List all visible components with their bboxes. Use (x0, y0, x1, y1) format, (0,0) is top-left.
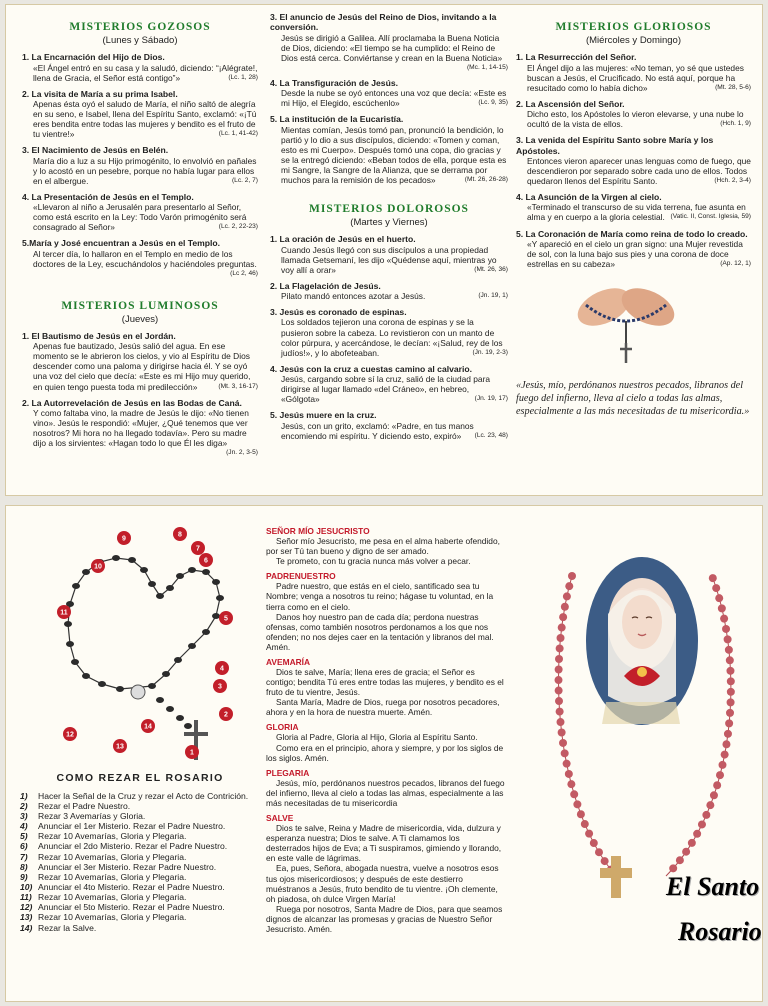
mystery-body: «El Ángel entró en su casa y la saludó, diciendo: “¡Alégrate!, llena de Gracia, el Señor está contigo”» (33, 62, 258, 83)
rosary-bead (216, 595, 224, 601)
mystery-heading: 5. Jesús muere en la cruz. (270, 410, 377, 421)
step-marker-label: 8 (178, 531, 182, 539)
prayer-paragraph: Te prometo, con tu gracia nunca más volver a pecar. (276, 556, 471, 567)
cover-rosary-bead (706, 801, 714, 809)
cover-rosary-bead (573, 800, 581, 808)
cover-rosary-bead (726, 656, 734, 664)
rosary-bead (166, 585, 174, 591)
prayer-paragraph: Ea, pues, Señora, abogada nuestra, vuelve a nosotros esos tus ojos misericordiosos; y después de este destierro muéstranos a Jesús, fruto bendito de tu vientre. ¡Oh clemente, oh piadosa, oh dulce Virgen María! (266, 863, 499, 904)
cover-rosary-bead (577, 810, 585, 818)
mysteries-panel (5, 4, 763, 496)
mystery-item (516, 52, 751, 93)
mystery-item (22, 52, 258, 82)
mystery-text (516, 202, 751, 222)
cover-rosary-bead (725, 719, 733, 727)
cover-rosary-bead (722, 625, 730, 633)
prayer-paragraph: Dios te salve, Reina y Madre de misericordia, vida, dulzura y esperanza nuestra; Dios te salve. A Ti clamamos los desterrados hijos de Eva; a Ti suspiramos, gimiendo y llorando, en este valle de lágrimas. (266, 823, 502, 864)
mystery-reference: (Jn. 19, 1) (478, 292, 508, 300)
mystery-body: «Terminado el transcurso de su vida terrena, fue asunta en alma y en cuerpo a la gloria celestial. (527, 202, 746, 223)
mystery-text (516, 239, 751, 269)
step-row (20, 892, 260, 902)
rosary-medal (131, 685, 145, 699)
mystery-text (22, 202, 258, 232)
mystery-reference: (Lc. 2, 22-23) (218, 223, 258, 231)
luminosos-list-a (22, 331, 258, 457)
mystery-heading: 4. Jesús con la cruz a cuestas camino al calvario. (270, 363, 473, 374)
rosary-bead (188, 567, 196, 573)
mystery-text (22, 341, 258, 391)
mystery-heading: 3. Jesús es coronado de espinas. (270, 307, 407, 318)
gloriosos-title: MISTERIOS GLORIOSOS (555, 21, 712, 33)
step-number: 10) (20, 881, 33, 892)
mystery-text (270, 33, 508, 72)
step-number: 11) (20, 892, 32, 903)
step-marker-label: 6 (204, 557, 208, 565)
mystery-body: Desde la nube se oyó entonces una voz que decía: «Este es mi Hijo, el Elegido, escúchenlo» (281, 88, 507, 109)
mystery-heading: 1. La Resurrección del Señor. (516, 52, 637, 63)
rosary-bead (71, 659, 79, 665)
prayers-column (266, 506, 506, 1001)
mystery-text (270, 245, 508, 275)
mystery-reference: (Hch. 1, 9) (720, 120, 751, 128)
cover-rosary-bead (555, 687, 563, 695)
step-number: 8) (20, 861, 28, 872)
prayer-title: PLEGARIA (266, 767, 310, 778)
step-number: 2) (20, 800, 28, 811)
mystery-text (22, 408, 258, 457)
cover-rosary-bead (727, 677, 735, 685)
step-row (20, 882, 260, 892)
mystery-heading: 3. El anuncio de Jesús del Reino de Dios, invitando a la conversión. (270, 12, 497, 33)
mystery-body: Pilato mandó entonces azotar a Jesús. (281, 291, 426, 302)
mystery-reference: (Mt. 26, 36) (474, 265, 508, 273)
mystery-heading: 1. La oración de Jesús en el huerto. (270, 234, 416, 245)
rosary-bead (148, 581, 156, 587)
step-row (20, 902, 260, 912)
cover-rosary-bead (688, 839, 696, 847)
virgin-rosary-image (516, 506, 761, 1003)
prayer-paragraph: Señor mío Jesucristo, me pesa en el alma haberte ofendido, por ser Tú tan bueno y digno de ser amado. (266, 536, 500, 557)
cover-rosary-bead (555, 655, 563, 663)
cover-rosary-bead (556, 644, 564, 652)
step-marker-label: 5 (224, 615, 228, 623)
cover-rosary-bead (556, 708, 564, 716)
prayer-paragraph: Danos hoy nuestro pan de cada día; perdona nuestras ofensas, como también nosotros perdonamos a los que nos ofenden; no nos dejes caer en la tentación y libranos del mal. Amén. (266, 611, 494, 652)
cover-rosary-bead (568, 572, 576, 580)
cover-rosary-bead (561, 603, 569, 611)
rosary-diagram (20, 514, 250, 764)
step-text: Rezar 10 Avemarías, Gloria y Plegaria. (38, 851, 187, 862)
mystery-body: Dicho esto, los Apóstoles lo vieron elevarse, y una nube lo ocultó de la vista de ellos. (527, 109, 744, 130)
step-marker-label: 7 (196, 545, 200, 553)
mystery-item (22, 331, 258, 392)
dolorosos-days: (Martes y Viernes) (350, 216, 428, 228)
rosary-bead (212, 613, 220, 619)
rosary-bead (162, 671, 170, 677)
cover-rosary-bead (601, 857, 609, 865)
praying-hands-rosary-image (566, 277, 686, 367)
mystery-heading: 5. La institución de la Eucaristía. (270, 114, 404, 125)
mystery-text (270, 291, 508, 301)
step-row (20, 862, 260, 872)
step-text: Anunciar el 4to Misterio. Rezar el Padre Nuestro. (38, 881, 225, 892)
mystery-heading: 2. La visita de María a su prima Isabel. (22, 88, 178, 99)
cover-rosary-bead (555, 697, 563, 705)
step-number: 6) (20, 841, 28, 852)
prayer-paragraph: Gloria al Padre, Gloria al Hijo, Gloria al Espíritu Santo. (276, 732, 478, 743)
mystery-reference: (Lc. 1, 41-42) (218, 130, 258, 138)
cover-rosary-bead (682, 848, 690, 856)
mystery-body: Cuando Jesús llegó con sus discípulos a una propiedad llamada Getsemaní, les dijo «Quédense aquí, mientras yo voy allí a orar» (281, 244, 497, 275)
step-marker-label: 2 (224, 711, 228, 719)
step-row (20, 811, 260, 821)
plegaria-quote: «Jesús, mío, perdónanos nuestros pecados, libranos del fuego del infierno, lleva al cielo a todas las almas, especialmente a las más necesitadas de tu misericordia.» (516, 380, 750, 418)
step-row (20, 801, 260, 811)
gozosos-days: (Lunes y Sábado) (102, 34, 178, 46)
mystery-heading: 5.María y José encuentran a Jesús en el Templo. (22, 238, 221, 249)
cover-rosary-bead (718, 604, 726, 612)
mystery-item (516, 99, 751, 129)
cover-rosary-bead (702, 811, 710, 819)
cover-rosary-bead (565, 582, 573, 590)
step-text: Rezar 10 Avemarías, Gloria y Plegaria. (38, 871, 187, 882)
rosary-bead (176, 715, 184, 721)
cover-rosary-bead (726, 667, 734, 675)
mystery-item (270, 78, 508, 108)
cover-rosary-bead (713, 781, 721, 789)
mystery-text (516, 63, 751, 93)
mystery-reference: (Jn. 19, 17) (474, 395, 508, 403)
step-text: Rezar 10 Avemarías, Gloria y Plegaria. (38, 831, 187, 842)
mystery-reference: (Ap. 12, 1) (720, 260, 751, 267)
prayer-paragraph: Padre nuestro, que estás en el cielo, santificado sea tu Nombre; venga a nosotros tu reino; hágase tu voluntad, en la tierra como en el cielo. (266, 581, 494, 612)
step-marker-label: 12 (66, 731, 74, 739)
column-2 (270, 5, 508, 495)
step-row (20, 852, 260, 862)
rosary-bead (72, 583, 80, 589)
prayer-paragraph: Como era en el principio, ahora y siempre, y por los siglos de los siglos. Amén. (266, 742, 504, 763)
step-number: 5) (20, 831, 28, 842)
step-text: Anunciar el 5to Misterio. Rezar el Padre Nuestro. (38, 902, 225, 913)
rosary-bead (98, 681, 106, 687)
step-row (20, 912, 260, 922)
cover-rosary-bead (555, 676, 563, 684)
mystery-item (270, 114, 508, 185)
mystery-item (516, 192, 751, 222)
cover-rosary-bead (590, 839, 598, 847)
cover-rosary-bead (693, 830, 701, 838)
cover-rosary-bead (557, 718, 565, 726)
mystery-item (22, 89, 258, 140)
prayer-title: AVEMARÍA (266, 656, 311, 667)
mystery-text (22, 156, 258, 186)
step-row (20, 821, 260, 831)
step-text: Rezar 3 Avemarías y Gloria. (38, 810, 146, 821)
cover-rosary-bead (720, 615, 728, 623)
cover-rosary-bead (709, 574, 717, 582)
cover-title-line2: Rosario (678, 917, 761, 946)
mystery-heading: 3. El Nacimiento de Jesús en Belén. (22, 145, 169, 156)
mystery-item (270, 410, 508, 440)
mystery-heading: 1. La Encarnación del Hijo de Dios. (22, 52, 165, 63)
prayer-title: GLORIA (266, 722, 299, 733)
mystery-body: Jesús, con un grito, exclamó: «Padre, en tus manos encomiendo mi espíritu. Y diciendo esto, expiró» (281, 420, 474, 441)
cover-rosary-bead (718, 761, 726, 769)
rosary-bead (176, 573, 184, 579)
cover-rosary-bead (581, 820, 589, 828)
mystery-reference: (Mt. 28, 5-6) (715, 83, 751, 91)
rosary-bead (202, 569, 210, 575)
mystery-heading: 4. La Presentación de Jesús en el Templo. (22, 191, 194, 202)
cover-rosary-bead (727, 688, 735, 696)
mystery-reference: (Lc 2, 46) (230, 269, 258, 277)
rosary-bead (202, 629, 210, 635)
mystery-text (22, 63, 258, 83)
how-to-title: COMO REZAR EL ROSARIO (56, 772, 224, 785)
rosary-bead (82, 569, 90, 575)
mystery-text (270, 421, 508, 441)
prayer-paragraph: Jesús, mío, perdónanos nuestros pecados, libranos del fuego del infierno, lleva al cielo a todas las almas, especialmente a las más necesitadas de tu misericordia (266, 777, 505, 808)
mystery-text (270, 374, 508, 404)
mystery-body: María dio a luz a su Hijo primogénito, lo envolvió en pañales y lo acostó en un pesebre, porque no había lugar para ellos en el albergue. (33, 155, 257, 186)
mystery-item (22, 145, 258, 186)
step-marker-label: 9 (122, 535, 126, 543)
rosary-bead (188, 643, 196, 649)
mystery-reference: (Lc. 1, 28) (228, 73, 258, 81)
rosary-bead (82, 673, 90, 679)
dolorosos-list (270, 234, 508, 441)
mystery-text (516, 156, 751, 186)
mystery-body: Jesús, cargando sobre sí la cruz, salió de la ciudad para dirigirse al lugar llamado «del Cráneo», en hebreo, «Gólgota» (281, 374, 491, 405)
cover-rosary-bead (557, 634, 565, 642)
cover-rosary-bead (558, 729, 566, 737)
mystery-body: «Llevaron al niño a Jerusalén para presentarlo al Señor, como está escrito en la Ley: Todo Varón primogénito será consagrado al Señor» (33, 202, 247, 233)
step-text: Anunciar el 3er Misterio. Rezar Padre Nuestro. (38, 861, 217, 872)
mystery-reference: (Lc. 23, 48) (474, 431, 508, 439)
mystery-body: Entonces vieron aparecer unas lenguas como de fuego, que descendieron por separado sobre cada uno de ellos. Todos quedaron llenos del Espíritu Santo. (527, 155, 751, 186)
prayers-list (266, 526, 506, 934)
mystery-item (22, 192, 258, 233)
cover-rosary-bead (555, 666, 563, 674)
mystery-item (270, 234, 508, 275)
cover-rosary-bead (558, 624, 566, 632)
column-1 (22, 5, 258, 495)
cover-rosary-bead (710, 791, 718, 799)
step-text: Rezar la Salve. (38, 922, 97, 933)
step-text: Rezar el Padre Nuestro. (38, 800, 131, 811)
prayer-paragraph: Ruega por nosotros, Santa Madre de Dios, para que seamos dignos de alcanzar las promesas y gracias de Nuestro Señor Jesucristo. Amén. (266, 903, 503, 934)
rosary-bead (148, 683, 156, 689)
step-marker-label: 10 (94, 563, 102, 571)
mystery-text (270, 317, 508, 357)
cover-rosary-bead (563, 592, 571, 600)
cover-rosary-bead (570, 790, 578, 798)
step-number: 1) (20, 790, 28, 801)
step-row (20, 923, 260, 933)
rosary-bead (128, 557, 136, 563)
cover-rosary-bead (716, 771, 724, 779)
mystery-heading: 2. La Flagelación de Jesús. (270, 280, 381, 291)
step-number: 13) (20, 912, 33, 923)
step-text: Hacer la Señal de la Cruz y rezar el Acto de Contrición. (38, 790, 249, 801)
rosary-bead (116, 686, 124, 692)
rosary-bead (166, 706, 174, 712)
cover-rosary-bead (563, 760, 571, 768)
step-marker-label: 13 (116, 743, 124, 751)
cover-rosary-bead (726, 709, 734, 717)
mystery-text (22, 99, 258, 139)
gozosos-list (22, 52, 258, 278)
mystery-item (22, 238, 258, 277)
step-number: 12) (20, 902, 33, 913)
mystery-text (270, 125, 508, 185)
rosary-bead (156, 593, 164, 599)
step-text: Anunciar el 2do Misterio. Rezar el Padre Nuestro. (38, 841, 228, 852)
prayer-title: SEÑOR MÍO JESUCRISTO (266, 526, 370, 536)
prayer-title: SALVE (266, 813, 294, 824)
step-marker-label: 11 (60, 609, 68, 617)
step-marker-label: 1 (190, 749, 194, 757)
mystery-heading: 2. La Autorrevelación de Jesús en las Bodas de Caná. (22, 397, 242, 408)
gozosos-title: MISTERIOS GOZOSOS (69, 21, 211, 33)
cover-rosary-bead (727, 698, 735, 706)
mystery-text (516, 109, 751, 129)
step-number: 3) (20, 810, 28, 821)
cover-column (516, 506, 761, 1001)
mystery-heading: 2. La Ascensión del Señor. (516, 98, 625, 109)
cover-rosary-bead (724, 635, 732, 643)
rosary-chain (68, 558, 220, 689)
step-text: Rezar 10 Avemarías, Gloria y Plegaria. (38, 892, 187, 903)
mystery-body: Jesús se dirigió a Galilea. Allí proclamaba la Buena Noticia de Dios, diciendo: «El tiempo se ha cumplido: el Reino de Dios está cerca. Conviértanse y crean en la Buena Noticia» (281, 32, 503, 63)
cover-rosary-bead (698, 820, 706, 828)
mystery-heading: 3. La venida del Espíritu Santo sobre María y los Apóstoles. (516, 135, 714, 156)
dolorosos-title: MISTERIOS DOLOROSOS (309, 203, 469, 216)
rosary-bead (212, 579, 220, 585)
mystery-item (516, 229, 751, 270)
rosary-bead (184, 723, 192, 729)
cover-rosary-bead (565, 770, 573, 778)
step-text: Anunciar el 1er Misterio. Rezar el Padre Nuestro. (38, 821, 226, 832)
mystery-reference: (Hch. 2, 3-4) (714, 176, 751, 184)
mystery-reference: (Lc. 9, 35) (478, 99, 508, 107)
mystery-reference: (Lc. 2, 7) (231, 176, 258, 184)
mystery-body: El Ángel dijo a las mujeres: «No teman, yo sé que ustedes buscan a Jesús, el Crucificado. No está aquí, porque ha resucitado como lo había dicho» (527, 62, 744, 93)
mystery-body: Apenas fue bautizado, Jesús salió del agua. En ese momento se le abrieron los cielos, y vio al Espíritu de Dios descender como una paloma y dirigirse hacia él. Y se oyó una voz del cielo que decía: «Este es mi Hijo muy querido, en quien tengo puesta toda mi predilección» (33, 341, 251, 392)
column-3 (516, 5, 751, 495)
step-marker-label: 14 (144, 723, 152, 731)
luminosos-list-b (270, 12, 508, 185)
step-number: 14) (20, 922, 33, 933)
step-row (20, 841, 260, 851)
cover-rosary-bead (724, 730, 732, 738)
luminosos-title: MISTERIOS LUMINOSOS (61, 299, 219, 312)
mystery-item (270, 307, 508, 358)
mystery-body: Mientas comían, Jesús tomó pan, pronunció la bendición, lo partió y lo dio a sus discípulos, diciendo: «Tomen y coman, esto es mi Cuerpo». Después tomó una copa, dio gracias y se la entregó diciendo: «Beban todos de ella, porque esta es mi Sangre, la Sangre de la Alianza, que se derrama por muchos para la remisión de los pecados» (281, 124, 507, 185)
cover-rosary-bead (725, 646, 733, 654)
mystery-reference: (Vatic. II, Const. Iglesia, 59) (670, 213, 751, 221)
cover-rosary-bead (715, 594, 723, 602)
step-marker-label: 3 (218, 683, 222, 691)
rosary-bead (112, 555, 120, 561)
cover-rosary-bead (595, 848, 603, 856)
mystery-item (270, 364, 508, 405)
mystery-heading: 4. La Transfiguración de Jesús. (270, 77, 398, 88)
mystery-body: Apenas ésta oyó el saludo de María, el niño saltó de alegría en su seno, e Isabel, llena del Espíritu Santo, exclamó: «¡Tú eres bendita entre todas las mujeres y bendito es el fruto de tu vientre!» (33, 98, 257, 140)
rosary-bead (174, 657, 182, 663)
mystery-item (270, 12, 508, 72)
gloriosos-days: (Miércoles y Domingo) (585, 34, 682, 46)
mystery-heading: 4. La Asunción de la Virgen al cielo. (516, 192, 662, 203)
cover-rosary-bead (567, 780, 575, 788)
prayer-paragraph: Santa María, Madre de Dios, ruega por nosotros pecadores, ahora y en la hora de nuestra muerte. Amén. (266, 697, 500, 718)
mystery-body: «Y apareció en el cielo un gran signo: una Mujer revestida de sol, con la luna bajo sus pies y una corona de doce estrellas en su cabeza» (527, 238, 743, 269)
mystery-body: Los soldados tejieron una corona de espinas y se la pusieron sobre la cabeza. Lo revistieron con un manto de color púrpura, y acercándose, le decían: «¡Salud, rey de los judíos!», y lo abofeteaban. (281, 317, 503, 358)
step-row (20, 872, 260, 882)
mystery-heading: 1. El Bautismo de Jesús en el Jordán. (22, 330, 176, 341)
mystery-reference: (Jn. 19, 2-3) (472, 348, 508, 356)
step-row (20, 831, 260, 841)
step-text: Rezar 10 Avemarías, Gloria y Plegaria. (38, 912, 187, 923)
mystery-item (22, 398, 258, 458)
rosary-bead (66, 641, 74, 647)
gloriosos-list (516, 52, 751, 269)
mystery-text (22, 249, 258, 278)
step-marker-label: 4 (220, 665, 224, 673)
cover-rosary-bead (676, 856, 684, 864)
rosary-bead (64, 621, 72, 627)
diagram-column (20, 506, 260, 1001)
luminosos-days: (Jueves) (121, 313, 159, 325)
cover-rosary-bead (559, 613, 567, 621)
mystery-body: Y como faltaba vino, la madre de Jesús le dijo: «No tienen vino». Jesús le respondió: «Mujer, ¿Qué tenemos que ver nosotros? Mi hora no ha llegado todavía». Pero su madre dijo a los sirvientes: «Hagan todo lo que Él les diga» (33, 407, 249, 449)
step-number: 7) (20, 851, 28, 862)
mystery-reference: (Jn. 2, 3-5) (226, 449, 258, 457)
cover-rosary-bead (721, 751, 729, 759)
cover-rosary-bead (585, 830, 593, 838)
how-to-panel (5, 505, 763, 1002)
cover-rosary-bead (561, 749, 569, 757)
mystery-heading: 5. La Coronación de María como reina de todo lo creado. (516, 228, 748, 239)
cover-rosary-bead (712, 584, 720, 592)
mystery-item (516, 135, 751, 186)
cover-title-line1: El Santo (666, 872, 760, 901)
mystery-reference: (Mt. 3, 16-17) (218, 382, 258, 390)
mystery-reference: (Mc. 1, 14-15) (466, 63, 508, 71)
prayer-paragraph: Dios te salve, María; llena eres de gracia; el Señor es contigo; bendita Tú eres entre todas las mujeres, y bendito es el fruto de tu vientre, Jesús. (266, 667, 504, 698)
step-row (20, 791, 260, 801)
step-number: 9) (20, 871, 28, 882)
prayer-title: PADRENUESTRO (266, 571, 336, 582)
cover-rosary-bead (559, 739, 567, 747)
mystery-text (270, 88, 508, 108)
step-number: 4) (20, 821, 28, 832)
cover-rosary-bead (722, 740, 730, 748)
rosary-bead (140, 567, 148, 573)
mystery-body: Al tercer día, lo hallaron en el Templo en medio de los doctores de la Ley, escuchándolos y haciéndoles preguntas. (33, 248, 257, 269)
steps-list (20, 791, 260, 933)
mystery-item (270, 281, 508, 301)
mystery-reference: (Mt. 26, 26-28) (464, 175, 508, 183)
rosary-bead (156, 697, 164, 703)
